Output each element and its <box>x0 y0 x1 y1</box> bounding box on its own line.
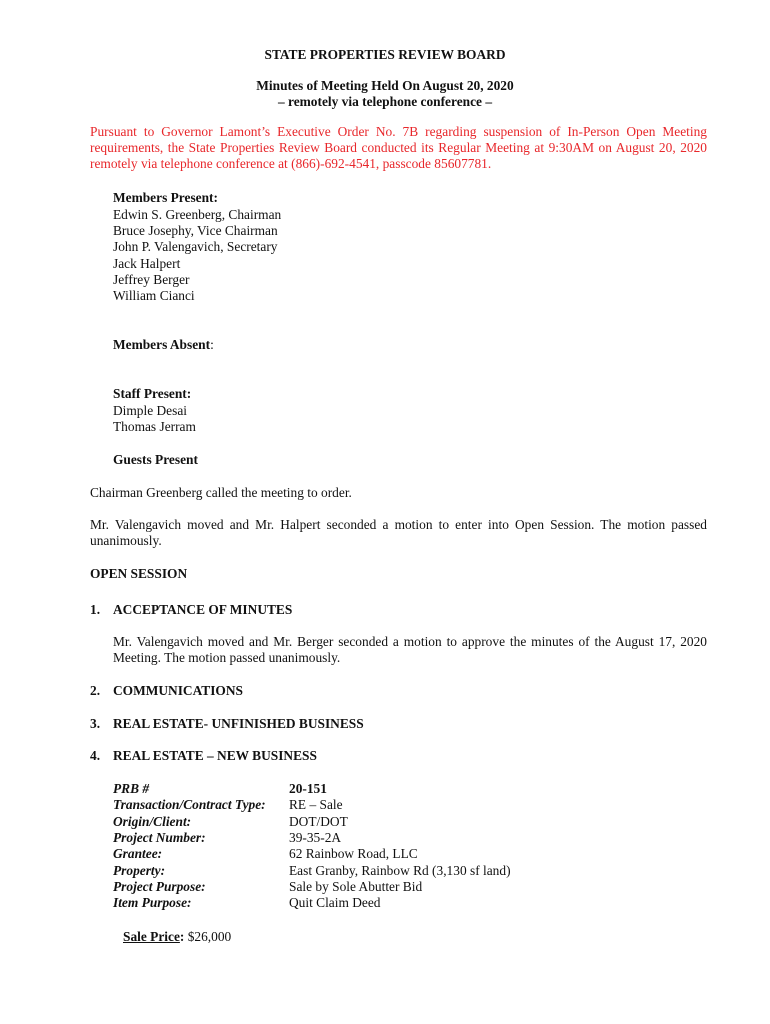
section-4-number: 4. <box>90 748 101 763</box>
item-label-project-number: Project Number: <box>113 830 206 845</box>
item-value-prb: 20-151 <box>289 781 327 796</box>
section-1-title: ACCEPTANCE OF MINUTES <box>113 602 293 617</box>
section-4-title: REAL ESTATE – NEW BUSINESS <box>113 748 317 763</box>
item-value-grantee: 62 Rainbow Road, LLC <box>289 846 418 861</box>
members-absent-colon: : <box>210 337 214 352</box>
guests-present-heading: Guests Present <box>113 452 198 467</box>
document-subtitle-remote: – remotely via telephone conference – <box>277 94 493 109</box>
item-value-project-purpose: Sale by Sole Abutter Bid <box>289 879 423 894</box>
member-name: John P. Valengavich, Secretary <box>113 239 278 254</box>
members-absent-line <box>113 337 214 353</box>
item-label-origin: Origin/Client: <box>113 814 192 829</box>
sale-price-label: Sale Price <box>123 929 180 944</box>
section-3-number: 3. <box>90 716 101 731</box>
member-name: William Cianci <box>113 288 195 303</box>
document-subtitle: Minutes of Meeting Held On August 20, 2020 <box>256 78 514 93</box>
member-name: Bruce Josephy, Vice Chairman <box>113 223 278 238</box>
item-label-grantee: Grantee: <box>113 846 163 861</box>
item-label-prb: PRB # <box>113 781 150 796</box>
item-value-origin: DOT/DOT <box>289 814 348 829</box>
members-absent-heading: Members Absent <box>113 337 211 352</box>
members-present-heading: Members Present: <box>113 190 218 205</box>
member-name: Edwin S. Greenberg, Chairman <box>113 207 282 222</box>
staff-name: Dimple Desai <box>113 403 188 418</box>
open-session-heading: OPEN SESSION <box>90 566 188 581</box>
item-value-item-purpose: Quit Claim Deed <box>289 895 381 910</box>
item-value-property: East Granby, Rainbow Rd (3,130 sf land) <box>289 863 511 878</box>
member-name: Jeffrey Berger <box>113 272 190 287</box>
document-title: STATE PROPERTIES REVIEW BOARD <box>264 47 506 62</box>
item-value-project-number: 39-35-2A <box>289 830 342 845</box>
executive-order-notice: Pursuant to Governor Lamont’s Executive Order No. 7B regarding suspension of In-Person Open Meeting requirements, the State Properties Review Board conducted its Regular Meeting at 9:30AM on August 20, 2020 remotely via telephone conference at (866)-692-4541, passcode 85607781. <box>90 124 707 171</box>
sale-price-colon: : <box>179 929 185 944</box>
staff-present-heading: Staff Present: <box>113 386 192 401</box>
minutes-acceptance-text: Mr. Valengavich moved and Mr. Berger seconded a motion to approve the minutes of the August 17, 2020 Meeting. The motion passed unanimously. <box>113 634 707 665</box>
sale-price-value: $26,000 <box>187 929 232 944</box>
section-2-number: 2. <box>90 683 101 698</box>
section-1-number: 1. <box>90 602 101 617</box>
item-label-transaction: Transaction/Contract Type: <box>113 797 266 812</box>
call-to-order-text: Chairman Greenberg called the meeting to order. <box>90 485 352 500</box>
item-label-item-purpose: Item Purpose: <box>113 895 192 910</box>
staff-name: Thomas Jerram <box>113 419 196 434</box>
member-name: Jack Halpert <box>113 256 181 271</box>
item-label-project-purpose: Project Purpose: <box>113 879 206 894</box>
section-2-title: COMMUNICATIONS <box>113 683 243 698</box>
item-value-transaction: RE – Sale <box>289 797 343 812</box>
sale-price-line <box>123 929 231 945</box>
open-session-motion: Mr. Valengavich moved and Mr. Halpert seconded a motion to enter into Open Session. The motion passed unanimously. <box>90 517 707 548</box>
section-3-title: REAL ESTATE- UNFINISHED BUSINESS <box>113 716 364 731</box>
item-label-property: Property: <box>113 863 166 878</box>
